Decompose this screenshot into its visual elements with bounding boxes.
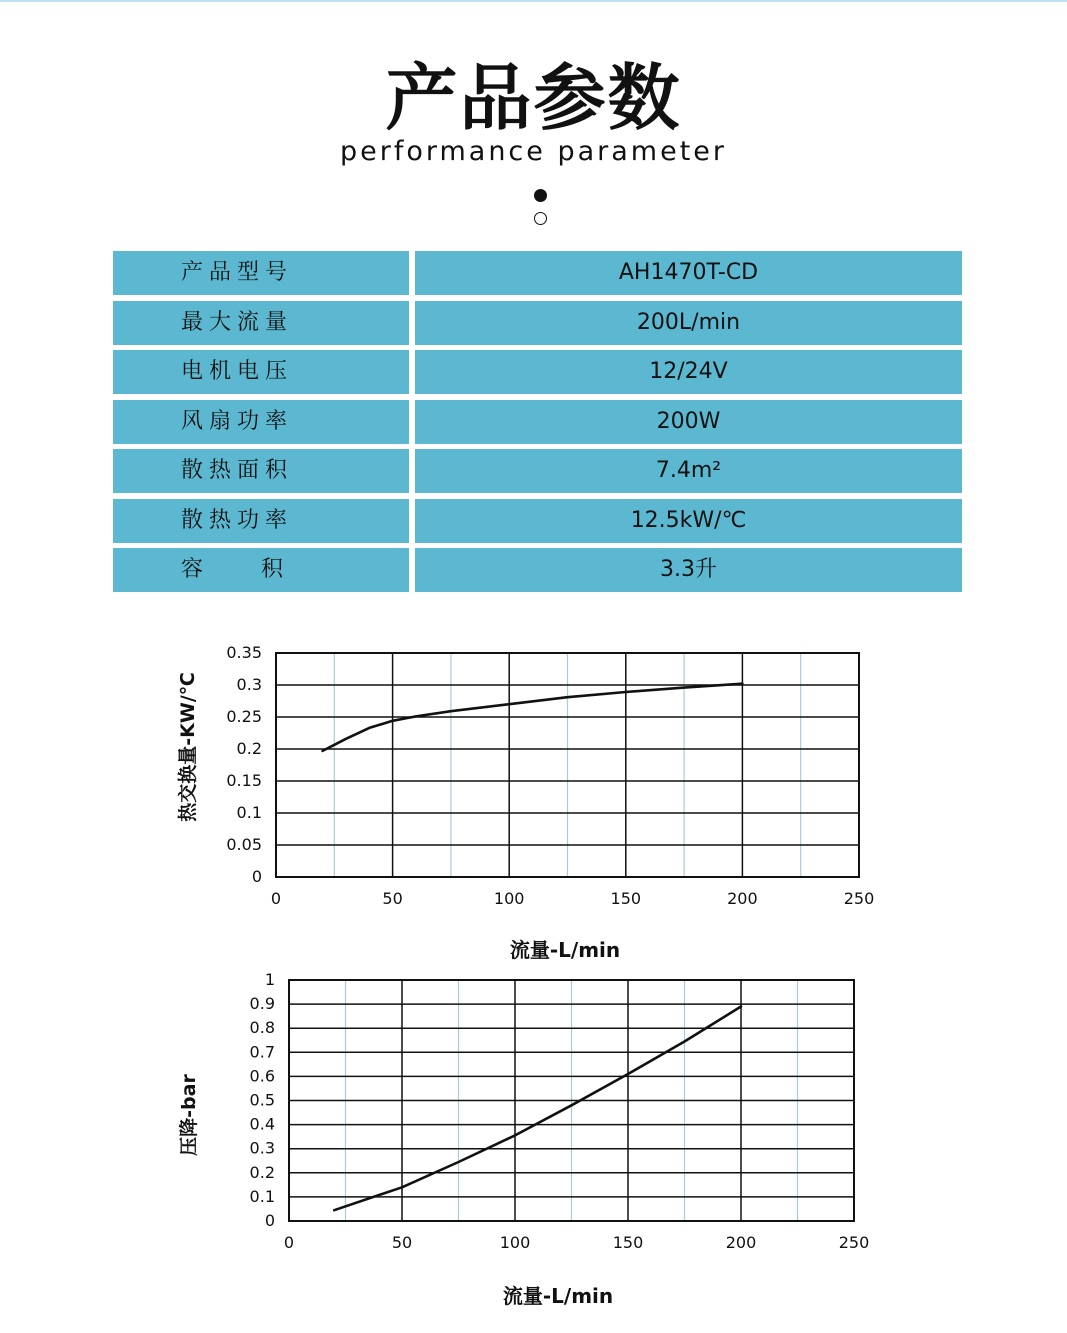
pressure-drop-chart: [0, 960, 1067, 1320]
page-title: 产品参数: [385, 56, 682, 140]
y-axis-label: 压降-bar: [178, 1074, 200, 1156]
y-tick-label: 0.4: [249, 1114, 275, 1134]
spec-value: 200W: [415, 400, 962, 444]
y-tick-label: 0.3: [249, 1138, 275, 1158]
spec-row: [113, 400, 962, 444]
y-tick-label: 0.05: [226, 835, 262, 854]
spec-value: 12/24V: [415, 350, 962, 394]
x-axis-label: 流量-L/min: [502, 1284, 614, 1308]
y-tick-label: 0.6: [249, 1066, 275, 1086]
y-tick-label: 0.25: [226, 707, 262, 726]
y-tick-label: 0.2: [249, 1162, 275, 1182]
spec-label: 产品型号: [113, 251, 409, 295]
y-tick-label: 0.8: [249, 1018, 275, 1038]
filled-dot-icon: [534, 189, 547, 202]
y-axis-label: 热交换量-KW/℃: [177, 672, 199, 822]
spec-row: [113, 449, 962, 493]
spec-row: [113, 301, 962, 345]
x-axis-label: 流量-L/min: [509, 938, 621, 960]
x-tick-label: 100: [499, 1233, 531, 1252]
spec-value: 3.3升: [415, 548, 962, 592]
y-tick-label: 0: [264, 1211, 275, 1230]
y-tick-label: 0.7: [249, 1042, 275, 1062]
x-tick-label: 200: [727, 889, 758, 908]
x-tick-label: 0: [270, 889, 282, 908]
x-tick-label: 100: [493, 889, 525, 908]
hollow-dot-icon: [534, 212, 547, 225]
y-tick-label: 0.2: [236, 739, 262, 758]
y-tick-label: 0.1: [236, 803, 262, 822]
spec-label: 散热面积: [113, 449, 409, 493]
x-tick-label: 250: [843, 889, 875, 908]
x-tick-label: 250: [838, 1233, 870, 1252]
series-line: [334, 1007, 741, 1211]
y-tick-label: 0.3: [236, 675, 262, 694]
spec-value: 200L/min: [415, 301, 962, 345]
x-tick-label: 200: [725, 1233, 757, 1252]
y-tick-label: 0: [251, 867, 262, 886]
spec-label: 最大流量: [113, 301, 409, 345]
spec-label: 电机电压: [113, 350, 409, 394]
spec-row: [113, 499, 962, 543]
spec-value: AH1470T-CD: [415, 251, 962, 295]
spec-label: 容 积: [113, 548, 409, 592]
spec-row: [113, 350, 962, 394]
spec-label: 散热功率: [113, 499, 409, 543]
y-tick-label: 1: [264, 970, 275, 989]
y-tick-label: 0.9: [249, 994, 275, 1014]
spec-row: [113, 251, 962, 295]
y-tick-label: 0.1: [249, 1186, 275, 1206]
spec-row: [113, 548, 962, 592]
spec-value: 12.5kW/℃: [415, 499, 962, 543]
x-tick-label: 150: [610, 889, 642, 908]
y-tick-label: 0.35: [226, 643, 262, 662]
spec-label: 风扇功率: [113, 400, 409, 444]
spec-table: [113, 251, 962, 598]
heat-exchange-chart: [0, 630, 1067, 960]
x-tick-label: 50: [391, 1233, 413, 1252]
x-tick-label: 150: [612, 1233, 644, 1252]
page-subtitle: performance parameter: [339, 136, 728, 167]
top-divider: [0, 0, 1067, 2]
x-tick-label: 0: [283, 1233, 295, 1252]
y-tick-label: 0.15: [226, 771, 262, 790]
y-tick-label: 0.5: [249, 1090, 275, 1110]
spec-value: 7.4m²: [415, 449, 962, 493]
x-tick-label: 50: [382, 889, 403, 908]
